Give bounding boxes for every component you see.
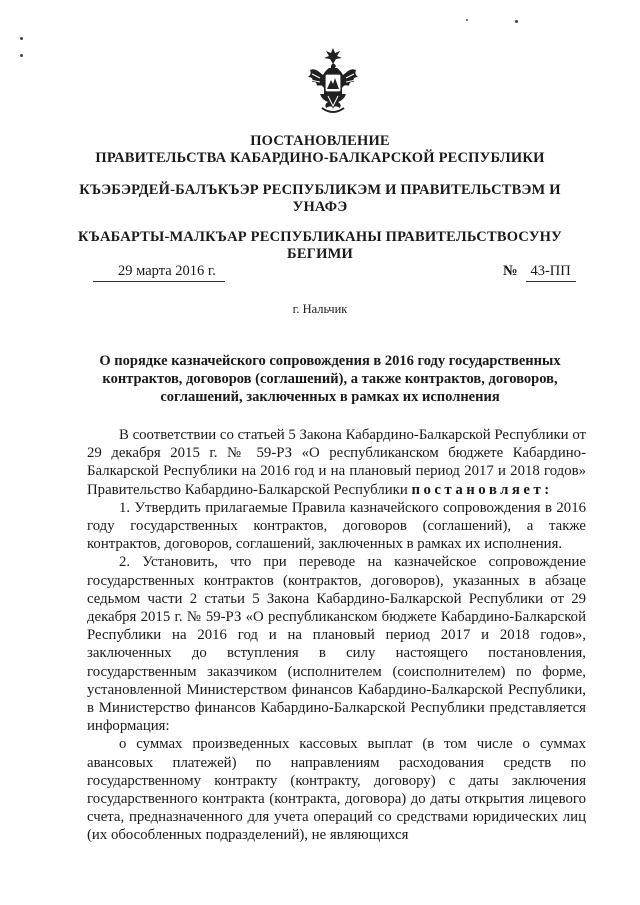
scan-speck [466,19,468,21]
document-body [87,426,586,845]
body-paragraph-1: 1. Утвердить прилагаемые Правила казначейского сопровождения в 2016 году государственных контрактов, договоров (соглашений), а также контрактов, договоров, соглашений, заключенных в рамках их исполнения. [87,499,586,553]
header-balkar-line1: КЪАБАРТЫ-МАЛКЪАР РЕСПУБЛИКАНЫ ПРАВИТЕЛЬСТВОСУНУ [78,229,562,245]
date-underline [93,281,225,282]
document-city: г. Нальчик [292,302,348,316]
document-subject-title: О порядке казначейского сопровождения в 2016 году государственных контрактов, договоров (соглашений), а также контрактов, договоров, соглашений, заключенных в рамках их исполнения [99,353,561,405]
preamble-text: В соответствии со статьей 5 Закона Кабардино-Балкарской Республики от 29 декабря 2015 г. № 59-РЗ «О республиканском бюджете Кабардино-Балкарской Республики на 2016 год и на плановый период 2017 и 2018 годов» Правительство Кабардино-Балкарской Республики [87,427,586,498]
header-government-name: ПРАВИТЕЛЬСТВА КАБАРДИНО-БАЛКАРСКОЙ РЕСПУБЛИКИ [95,150,545,166]
header-kabardian-line2: УНАФЭ [292,199,348,215]
coat-of-arms-emblem [298,44,368,116]
document-date: 29 марта 2016 г. [118,263,216,279]
number-value: 43-ПП [526,263,576,282]
number-sign: № [503,263,518,279]
header-kabardian-line1: КЪЭБЭРДЕЙ-БАЛЪКЪЭР РЕСПУБЛИКЭМ И ПРАВИТЕЛЬСТВЭМ И [79,182,561,198]
scan-speck [20,37,23,40]
document-number [503,263,576,282]
body-paragraph-preamble [87,426,586,499]
body-paragraph-3: о суммах произведенных кассовых выплат (в том числе о суммах авансовых платежей) по направлениям расходования средств по государственному контракту (контракту, договору) с даты заключения государственного контракта (контракта, договора) до даты открытия лицевого счета, предназначенного для учета операций со средствами юридических лиц (их обособленных подразделений), не являющихся [87,736,586,844]
scan-speck [515,20,518,23]
body-paragraph-2: 2. Установить, что при переводе на казначейское сопровождение государственных контрактов (контрактов, договоров), указанных в абзаце седьмом части 2 статьи 5 Закона Кабардино-Балкарской Республики от 29 декабря 2015 г. № 59-РЗ «О республиканском бюджете Кабардино-Балкарской Республики на 2016 год и на плановый период 2017 и 2018 годов», заключенных до вступления в силу настоящего постановления, государственным заказчиком (исполнителем (соисполнителем) по форме, установленной Министерством финансов Кабардино-Балкарской Республики, в Министерство финансов Кабардино-Балкарской Республики представляется информация: [87,554,586,735]
resolves-word: постановляет: [411,481,553,498]
header-title: ПОСТАНОВЛЕНИЕ [250,133,390,149]
header-balkar-line2: БЕГИМИ [287,246,353,262]
scan-speck [20,54,23,57]
